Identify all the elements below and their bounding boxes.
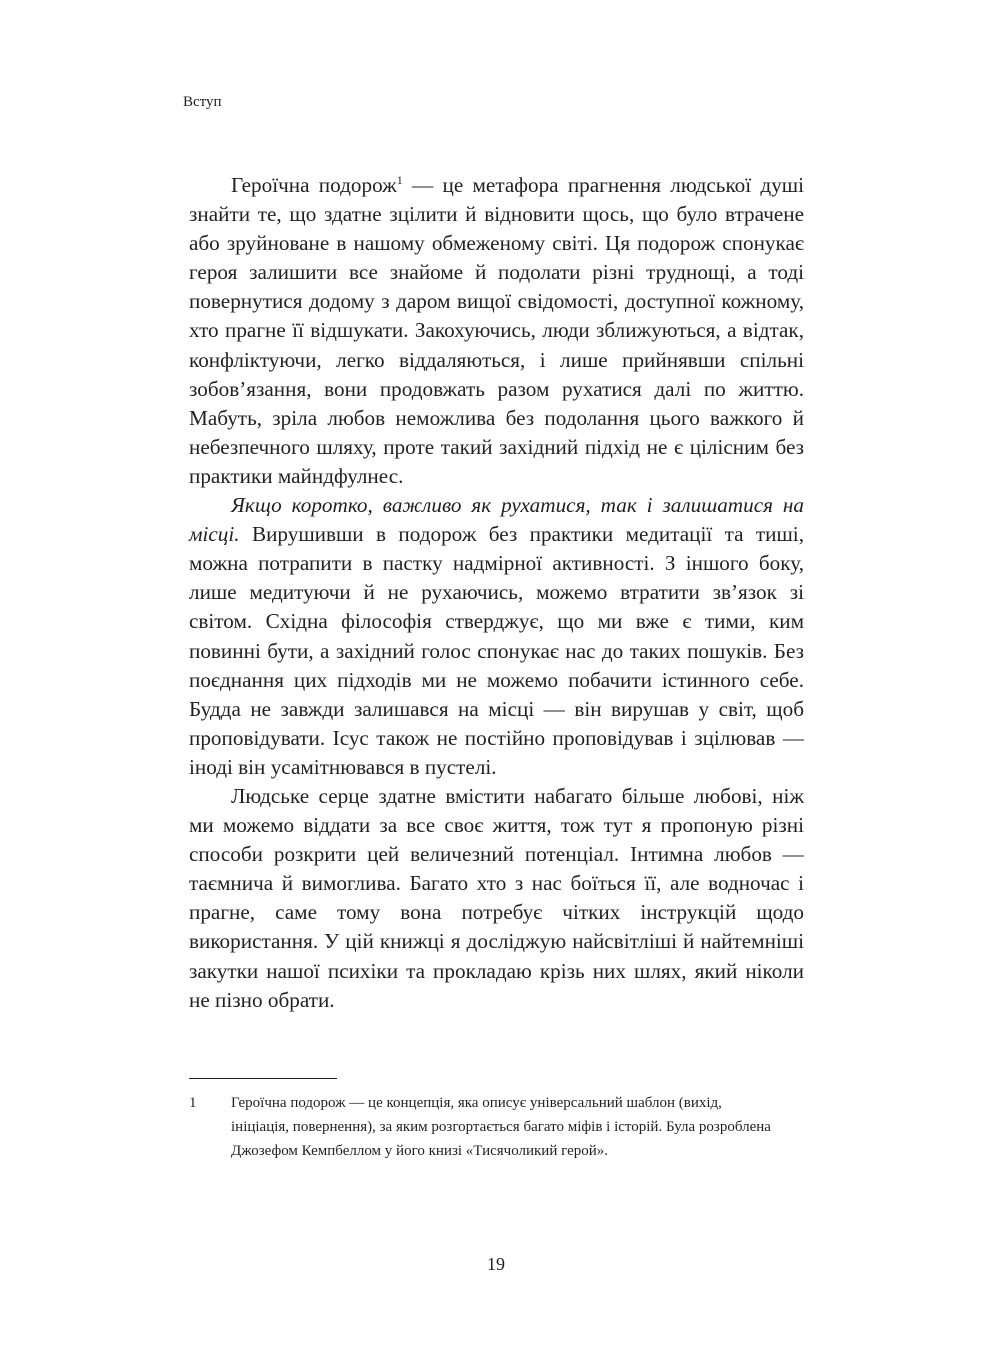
paragraph-1 [189, 171, 804, 491]
main-text [189, 171, 804, 1015]
paragraph-2-italic-lead: Якщо коротко, важливо як рухатися, так і залишатися на місці. [189, 493, 804, 547]
paragraph-2 [189, 491, 804, 782]
paragraph-3: Людське серце здатне вмістити набагато більше любові, ніж ми можемо віддати за все своє життя, тож тут я пропоную різні способи розкрити цей величезний потенціал. Інтимна любов — таємнича й вимоглива. Багато хто з нас боїться її, але водночас і прагне, саме тому вона потребує чітких інструкцій щодо використання. У цій книжці я досліджую найсвітліші й найтемніші закутки нашої психіки та прокладаю крізь них шлях, який ніколи не пізно обрати. [189, 783, 804, 1012]
footnote-text: Героїчна подорож — це концепція, яка описує універсальний шаблон (вихід, ініціація, повернення), за яким розгортається багато міфів і історій. Була розроблена Джозефом Кемпбеллом у його книзі «Тисячоликий герой». [231, 1095, 771, 1159]
paragraph-1-start: Героїчна подорож [231, 173, 397, 197]
page-number: 19 [487, 1254, 505, 1274]
footnote [189, 1092, 804, 1163]
footnote-number: 1 [189, 1095, 197, 1111]
footnote-reference[interactable]: 1 [396, 173, 403, 187]
paragraph-2-rest: Вирушивши в подорож без практики медитації та тиші, можна потрапити в пастку надмірної активності. З іншого боку, лише медитуючи й не рухаючись, можемо втратити зв’язок зі світом. Східна філософія стверджує, що ми вже є тими, ким повинні бути, а західний голос спонукає нас до таких пошуків. Без поєднання цих підходів ми не можемо побачити істинного себе. Будда не завжди залишався на місці — він вирушав у світ, щоб проповідувати. Ісус також не постійно проповідував і зцілював — іноді він усамітнювався в пустелі. [189, 522, 804, 779]
footnote-divider [189, 1078, 337, 1079]
paragraph-1-rest: — це метафора прагнення людської душі знайти те, що здатне зцілити й відновити щось, що було втрачене або зруйноване в нашому обмеженому світі. Ця подорож спонукає героя залишити все знайоме й подолати різні труднощі, а тоді повернутися додому з даром вищої свідомості, доступної кожному, хто прагне її відшукати. Закохуючись, люди зближуються, а відтак, конфліктуючи, легко віддаляються, і лише прийнявши спільні зобов’язання, вони продовжать разом рухатися далі по життю. Мабуть, зріла любов неможлива без подолання цього важкого й небезпечного шляху, проте такий західний підхід не є цілісним без практики майндфулнес. [189, 173, 804, 488]
running-head: Вступ [183, 94, 222, 110]
